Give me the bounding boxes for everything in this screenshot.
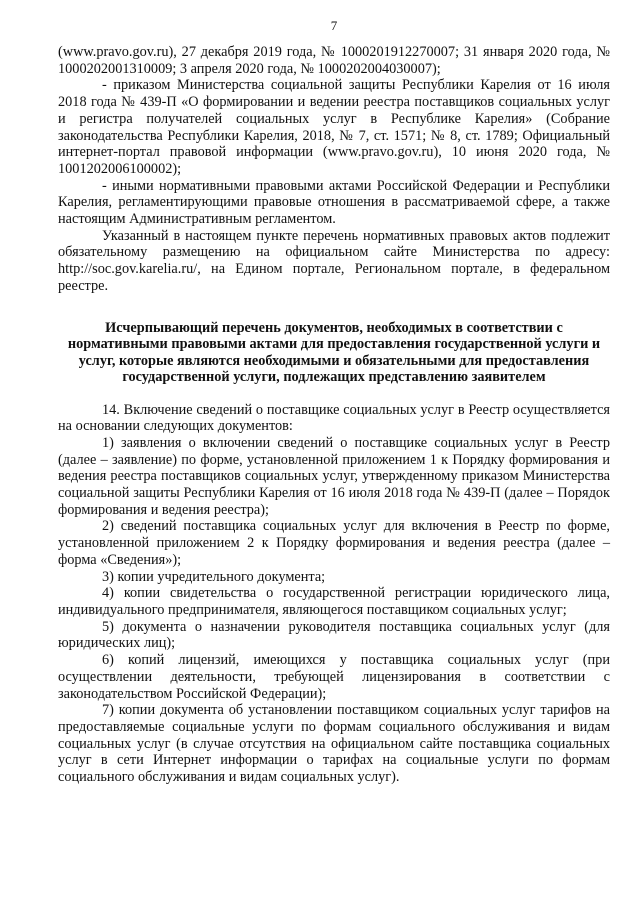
paragraph: - приказом Министерства социальной защиты Республики Карелия от 16 июля 2018 года № 439-П «О формировании и ведении реестра поставщиков социальных услуг и регистра получателей социальных услуг в Республике Карелия» (Собрание законодательства Республики Карелия, 2018, № 7, ст. 1571; № 8, ст. 1789; Официальный интернет-портал правовой информации (www.pravo.gov.ru), 10 июня 2020 года, № 1001202006100002);	[58, 77, 610, 177]
list-item: 7) копии документа об установлении поставщиком социальных услуг тарифов на предоставляемые социальные услуги по формам социального обслуживания и видам социальных услуг (в случае отсутствия на официальном сайте поставщика социальных услуг в сети Интернет информации о тарифах на социальные услуги по формам социального обслуживания и видам социальных услуг).	[58, 702, 610, 786]
list-item: 5) документа о назначении руководителя поставщика социальных услуг (для юридических лиц);	[58, 618, 610, 652]
document-page	[58, 18, 610, 786]
list-item: 4) копии свидетельства о государственной регистрации юридического лица, индивидуального предпринимателя, являющегося поставщиком социальных услуг;	[58, 585, 610, 618]
top-paragraphs	[58, 44, 610, 295]
page-number: 7	[330, 18, 338, 33]
paragraph: Указанный в настоящем пункте перечень нормативных правовых актов подлежит обязательному размещению на официальном сайте Министерства по адресу: http://soc.gov.karelia.ru/, на Едином портале, Региональном портале, в федеральном реестре.	[58, 227, 610, 294]
paragraph: 14. Включение сведений о поставщике социальных услуг в Реестр осуществляется на основании следующих документов:	[58, 401, 610, 435]
list-item: 3) копии учредительного документа;	[102, 568, 326, 585]
paragraph: - иными нормативными правовыми актами Российской Федерации и Республики Карелия, регламентирующими правовые отношения в рассматриваемой сфере, а также настоящим Административным регламентом.	[58, 177, 610, 228]
list-item: 1) заявления о включении сведений о поставщике социальных услуг в Реестр (далее – заявление) по форме, установленной приложением 1 к Порядку формирования и ведения реестра поставщиков социальных услуг, утвержденному приказом Министерства социальной защиты Республики Карелия от 16 июля 2018 года № 439-П (далее – Порядок формирования и ведения реестра);	[58, 434, 610, 518]
list-item: 2) сведений поставщика социальных услуг для включения в Реестр по форме, установленной приложением 2 к Порядку формирования и ведения реестра (далее – форма «Сведения»);	[58, 518, 610, 568]
document-list	[58, 402, 610, 786]
list-item: 6) копий лицензий, имеющихся у поставщика социальных услуг (при осуществлении деятельности, требующей лицензирования в соответствии с законодательством Российской Федерации);	[58, 652, 610, 702]
paragraph: (www.pravo.gov.ru), 27 декабря 2019 года, № 1000201912270007; 31 января 2020 года, № 1000202001310009; 3 апреля 2020 года, № 1000202004030007);	[58, 44, 610, 77]
section-heading: Исчерпывающий перечень документов, необходимых в соответствии с нормативными правовыми актами для предоставления государственной услуги и услуг, которые являются необходимыми и обязательными для предоставления государственной услуги, подлежащих представлению заявителем	[67, 319, 601, 386]
